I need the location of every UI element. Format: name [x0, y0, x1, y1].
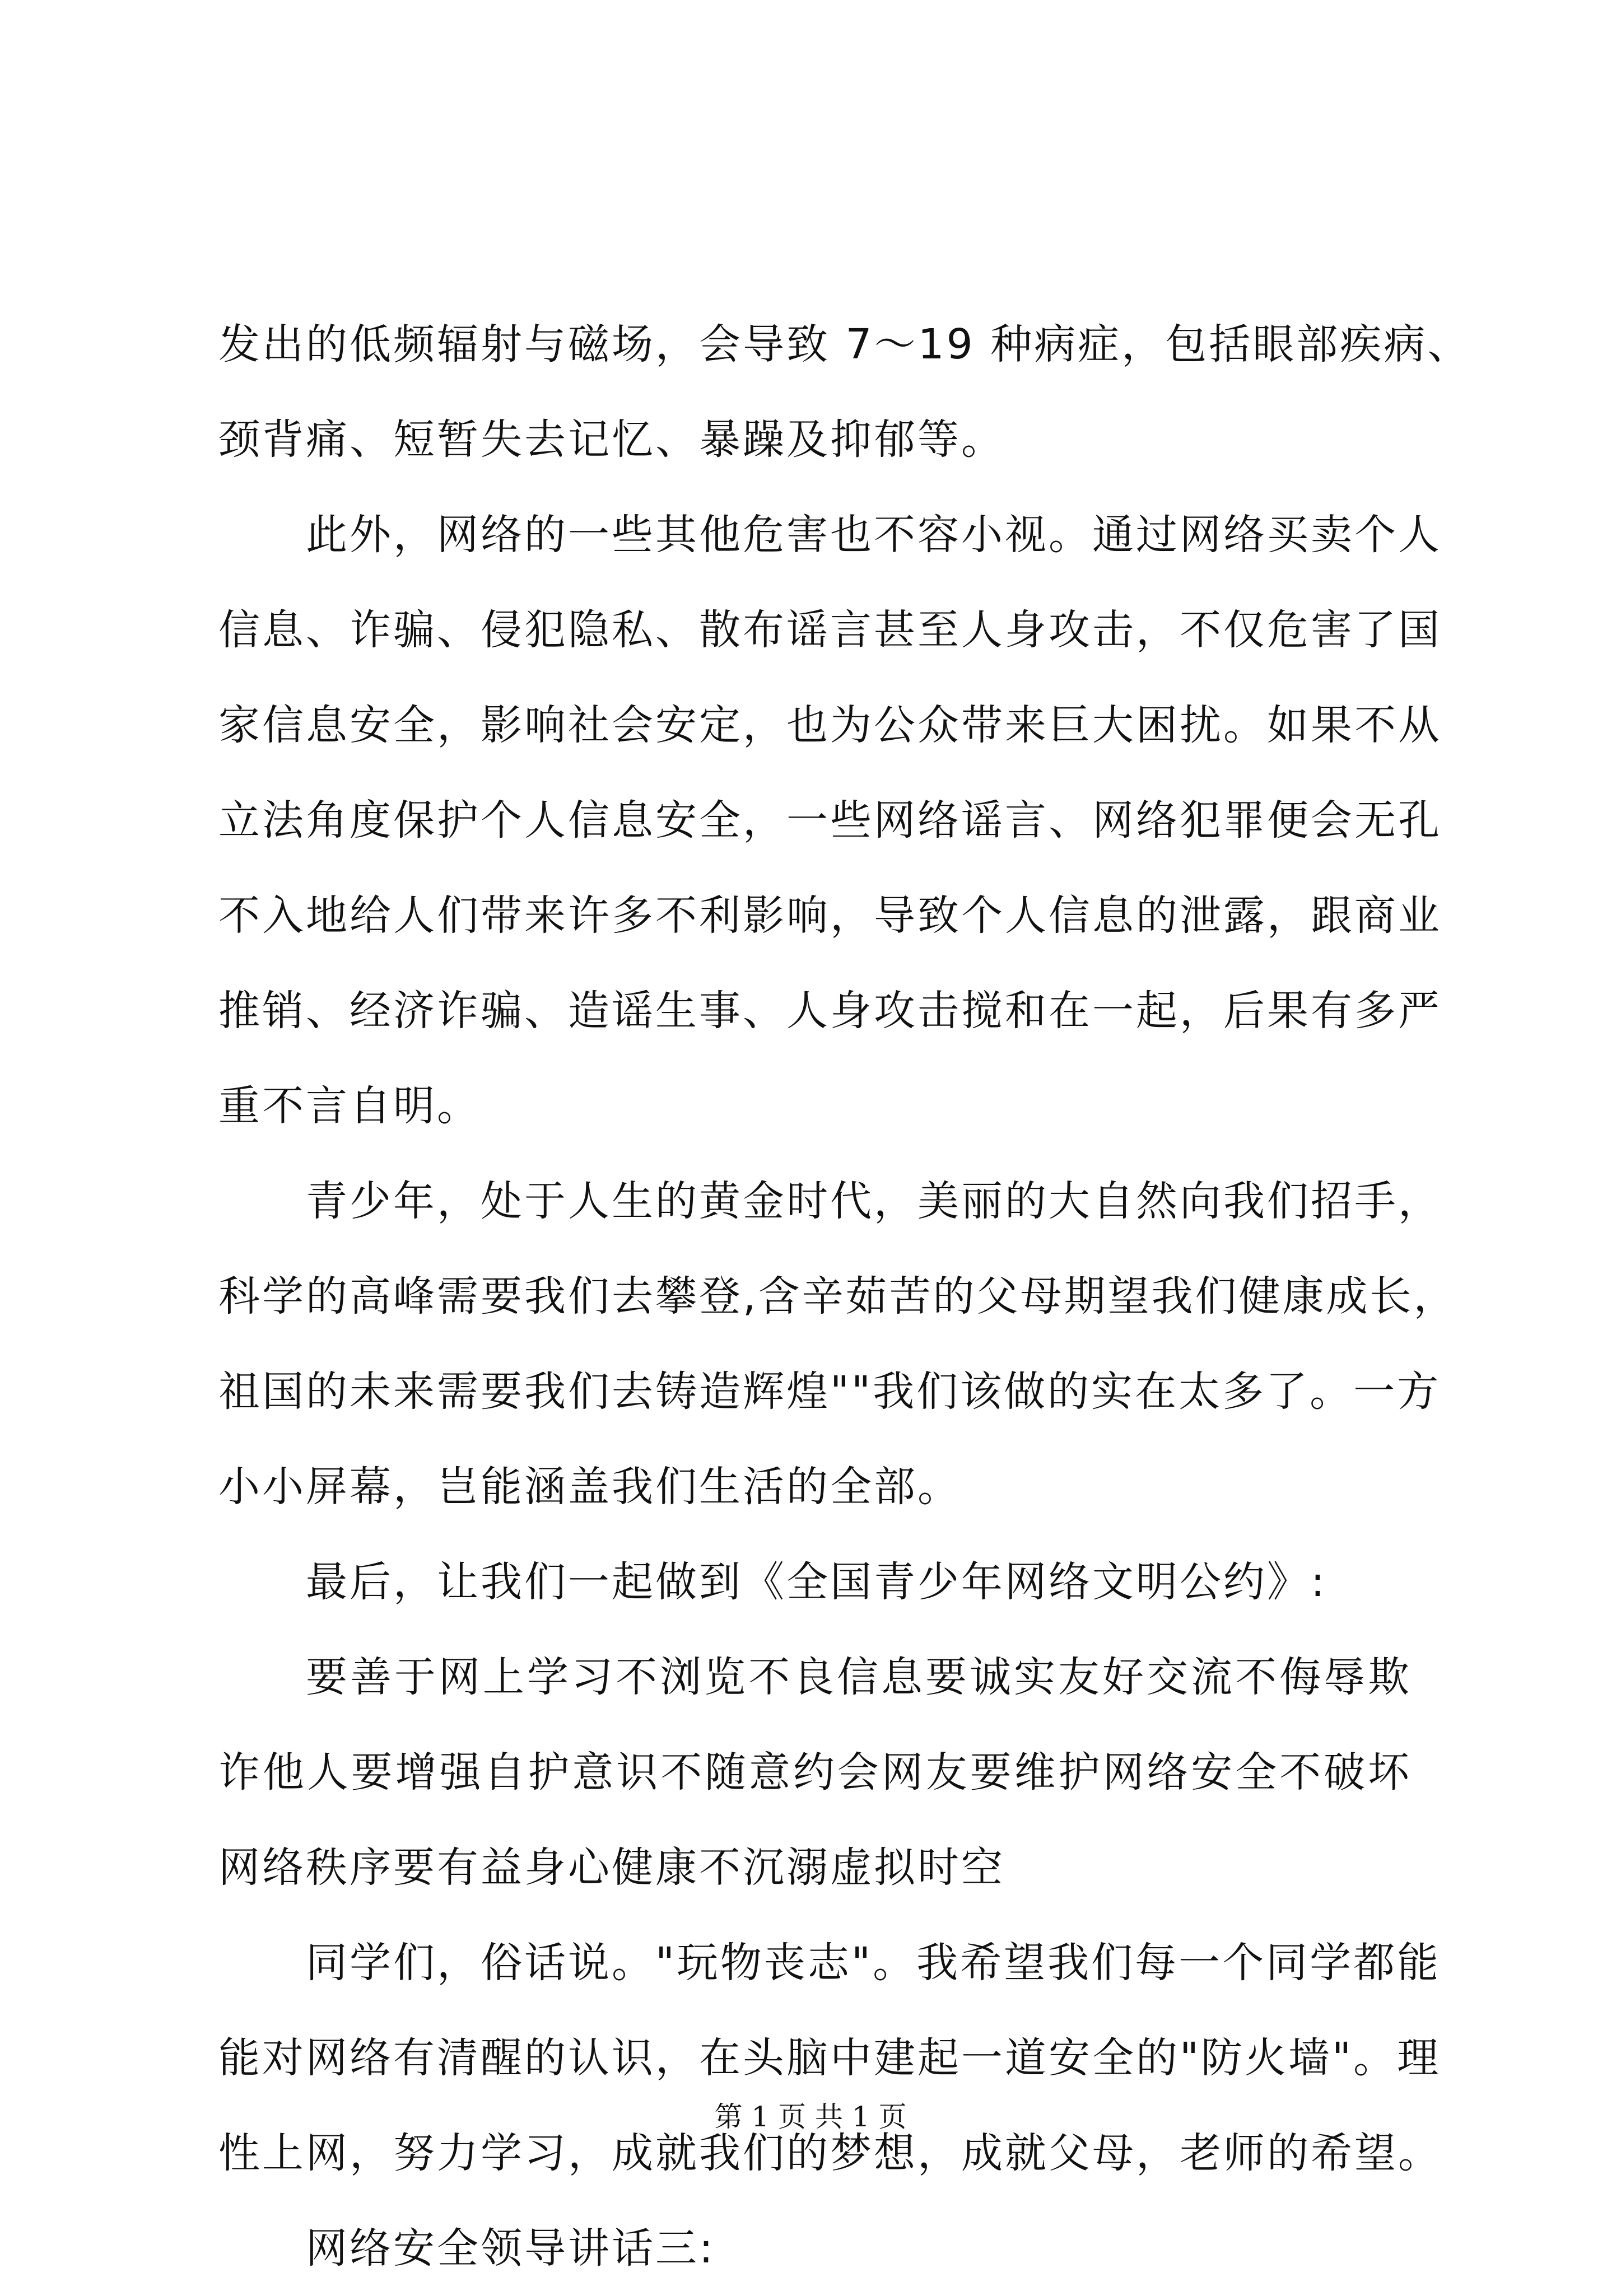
paragraph-line: 科学的高峰需要我们去攀登,含辛茹苦的父母期望我们健康成长， — [218, 1272, 1457, 1320]
paragraph-line: 小小屏幕，岂能涵盖我们生活的全部。 — [218, 1463, 961, 1511]
paragraph-line: 网络安全领导讲话三: — [306, 2224, 715, 2272]
paragraph-line: 发出的低频辐射与磁场，会导致 7～19 种病症，包括眼部疾病、 — [218, 320, 1471, 368]
paragraph-line: 诈他人要增强自护意识不随意约会网友要维护网络安全不破坏 — [218, 1748, 1412, 1796]
paragraph-line: 信息、诈骗、侵犯隐私、散布谣言甚至人身攻击，不仅危害了国 — [218, 606, 1442, 654]
paragraph-line: 青少年，处于人生的黄金时代，美丽的大自然向我们招手， — [306, 1177, 1442, 1225]
paragraph-line: 最后，让我们一起做到《全国青少年网络文明公约》: — [306, 1558, 1327, 1606]
page-footer — [0, 2097, 1621, 2136]
paragraph-line: 此外，网络的一些其他危害也不容小视。通过网络买卖个人 — [306, 511, 1442, 559]
paragraph-line: 要善于网上学习不浏览不良信息要诚实友好交流不侮辱欺 — [306, 1653, 1412, 1701]
document-body — [218, 297, 1471, 2296]
paragraph-line: 网络秩序要有益身心健康不沉溺虚拟时空 — [218, 1844, 1005, 1892]
paragraph-line: 家信息安全，影响社会安定，也为公众带来巨大困扰。如果不从 — [218, 701, 1442, 749]
paragraph-line: 推销、经济诈骗、造谣生事、人身攻击搅和在一起，后果有多严 — [218, 987, 1442, 1035]
paragraph-line: 立法角度保护个人信息安全，一些网络谣言、网络犯罪便会无孔 — [218, 796, 1442, 844]
paragraph-line: 颈背痛、短暂失去记忆、暴躁及抑郁等。 — [218, 416, 1005, 464]
paragraph-line: 能对网络有清醒的认识，在头脑中建起一道安全的"防火墙"。理 — [218, 2034, 1441, 2082]
paragraph-line: 性上网，努力学习，成就我们的梦想，成就父母，老师的希望。 — [218, 2129, 1442, 2177]
page-number-label: 第 1 页 共 1 页 — [714, 2101, 907, 2133]
paragraph-line: 同学们，俗话说。"玩物丧志"。我希望我们每一个同学都能 — [306, 1939, 1441, 1987]
paragraph-line: 不入地给人们带来许多不利影响，导致个人信息的泄露，跟商业 — [218, 892, 1442, 940]
paragraph-line: 重不言自明。 — [218, 1082, 481, 1130]
paragraph-line: 祖国的未来需要我们去铸造辉煌""我们该做的实在太多了。一方 — [218, 1368, 1441, 1416]
